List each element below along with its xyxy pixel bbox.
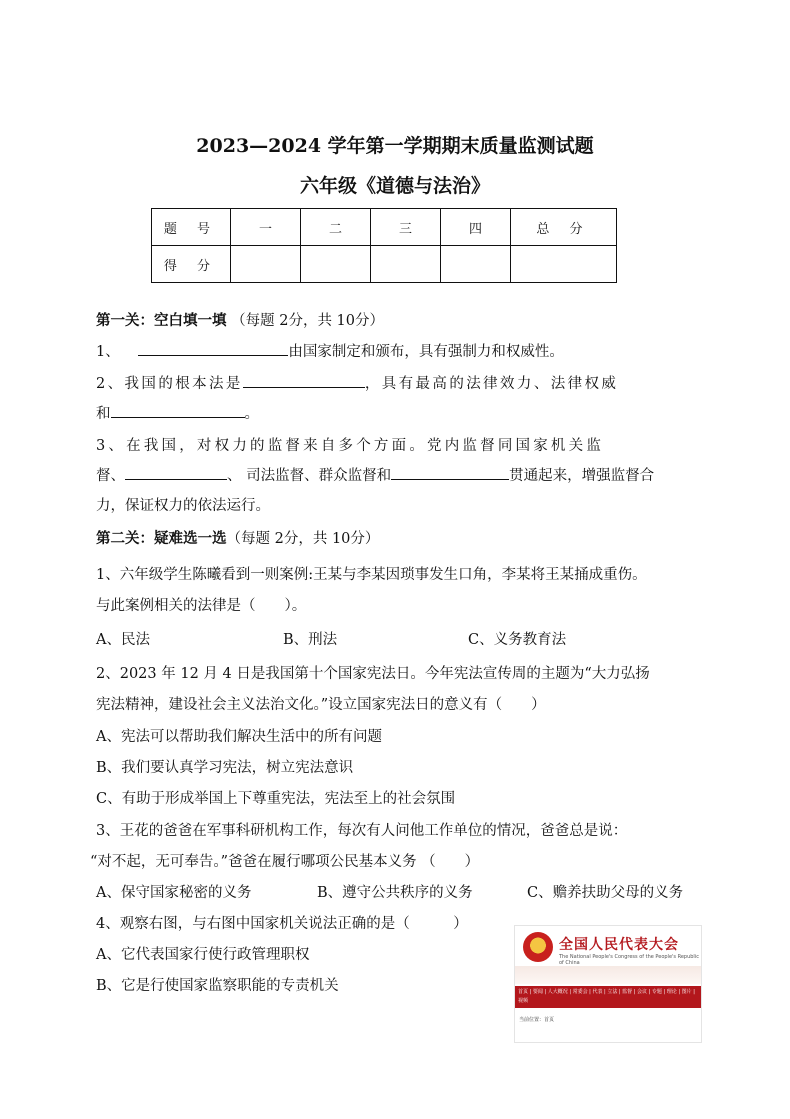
option-b[interactable]: B、刑法 <box>283 632 338 648</box>
question-text: 、 司法监督、群众监督和 <box>227 468 392 484</box>
section2-title: 第二关：疑难选一选 <box>96 530 227 547</box>
score-cell[interactable] <box>371 246 441 283</box>
answer-blank[interactable] <box>111 403 245 418</box>
s2-q2-line2: 宪法精神，建设社会主义法治文化。”设立国家宪法日的意义有（ ） <box>96 697 546 713</box>
s1-q1 <box>96 340 564 361</box>
option-b[interactable]: B、我们要认真学习宪法，树立宪法意识 <box>96 760 354 776</box>
question-text: ，具有最高的法律效力、法律权威 <box>364 376 619 392</box>
npc-subheader: The National People's Congress of the People's Republic of China <box>559 954 699 966</box>
option-a[interactable]: A、宪法可以帮助我们解决生活中的所有问题 <box>96 729 382 745</box>
option-c[interactable]: C、有助于形成举国上下尊重宪法，宪法至上的社会氛围 <box>96 791 456 807</box>
score-table-col: 一 <box>231 209 301 246</box>
option-b[interactable]: B、它是行使国家监察职能的专责机关 <box>96 978 339 994</box>
section1-heading <box>96 309 384 330</box>
s2-q1-line1: 1、六年级学生陈曦看到一则案例:王某与李某因琐事发生口角，李某将王某捅成重伤。 <box>96 567 647 583</box>
score-cell[interactable] <box>301 246 371 283</box>
score-cell[interactable] <box>441 246 511 283</box>
answer-blank[interactable] <box>243 373 365 388</box>
question-text: 贯通起来，增强监督合 <box>509 468 655 484</box>
score-table-col: 四 <box>441 209 511 246</box>
section1-title: 第一关：空白填一填 <box>96 312 227 329</box>
score-table-row-label: 题 号 <box>152 209 231 246</box>
s1-q3-line2 <box>96 464 654 485</box>
option-a[interactable]: A、民法 <box>96 632 150 648</box>
national-emblem-icon <box>523 932 553 962</box>
option-c[interactable]: C、赡养扶助父母的义务 <box>527 885 684 901</box>
option-b[interactable]: B、遵守公共秩序的义务 <box>317 885 473 901</box>
npc-location: 当前位置：首页 <box>519 1017 555 1023</box>
s1-q2-line2 <box>96 402 259 423</box>
s2-q3-line1: 3、王花的爸爸在军事科研机构工作，每次有人问他工作单位的情况，爸爸总是说： <box>96 823 628 839</box>
s1-q2-line1 <box>96 372 618 393</box>
section2-heading <box>96 527 379 548</box>
section2-note: （每题 2分，共 10分） <box>226 531 380 547</box>
npc-nav: 首页 | 要闻 | 人大概况 | 常委会 | 代表 | 立法 | 监督 | 会议 | 专题 | 理论 | 图片 | 视频 <box>515 986 701 1008</box>
answer-blank[interactable] <box>391 465 509 480</box>
npc-website-image <box>514 925 702 1043</box>
npc-header: 全国人民代表大会 <box>559 937 679 953</box>
exam-title: 2023—2024 学年第一学期期末质量监测试题 <box>196 135 594 157</box>
question-text: 由国家制定和颁布，具有强制力和权威性。 <box>288 344 564 360</box>
s2-q2-line1: 2、2023 年 12 月 4 日是我国第十个国家宪法日。今年宪法宣传周的主题为“大力弘扬 <box>96 666 650 682</box>
score-table-row-label: 得 分 <box>152 246 231 283</box>
score-table-col: 总 分 <box>511 209 617 246</box>
s2-q3-line2: “对不起，无可奉告。”爸爸在履行哪项公民基本义务 （ ） <box>90 854 480 870</box>
question-text: 督、 <box>96 468 125 484</box>
score-cell[interactable] <box>511 246 617 283</box>
score-table <box>151 208 617 283</box>
exam-subtitle: 六年级《道德与法治》 <box>299 175 490 197</box>
s1-q3-line3: 力，保证权力的依法运行。 <box>96 498 270 514</box>
score-cell[interactable] <box>231 246 301 283</box>
question-text: 2、我国的根本法是 <box>96 376 243 392</box>
answer-blank[interactable] <box>125 465 227 480</box>
option-a[interactable]: A、保守国家秘密的义务 <box>96 885 252 901</box>
s1-q3-line1: 3、在我国，对权力的监督来自多个方面。党内监督同国家机关监 <box>96 438 605 454</box>
question-text: 和 <box>96 406 111 422</box>
score-table-header-row <box>152 209 617 246</box>
question-text: 。 <box>244 406 259 422</box>
option-a[interactable]: A、它代表国家行使行政管理职权 <box>96 947 310 963</box>
score-table-col: 二 <box>301 209 371 246</box>
section1-note: （每题 2分，共 10分） <box>231 313 385 329</box>
s2-q4-line1: 4、观察右图，与右图中国家机关说法正确的是（ ） <box>96 916 468 932</box>
score-table-col: 三 <box>371 209 441 246</box>
answer-blank[interactable] <box>138 341 288 356</box>
score-table-score-row <box>152 246 617 283</box>
s2-q1-line2: 与此案例相关的法律是（ ）。 <box>96 598 307 614</box>
npc-banner <box>515 966 701 984</box>
question-number: 1、 <box>96 344 120 360</box>
option-c[interactable]: C、义务教育法 <box>468 632 567 648</box>
